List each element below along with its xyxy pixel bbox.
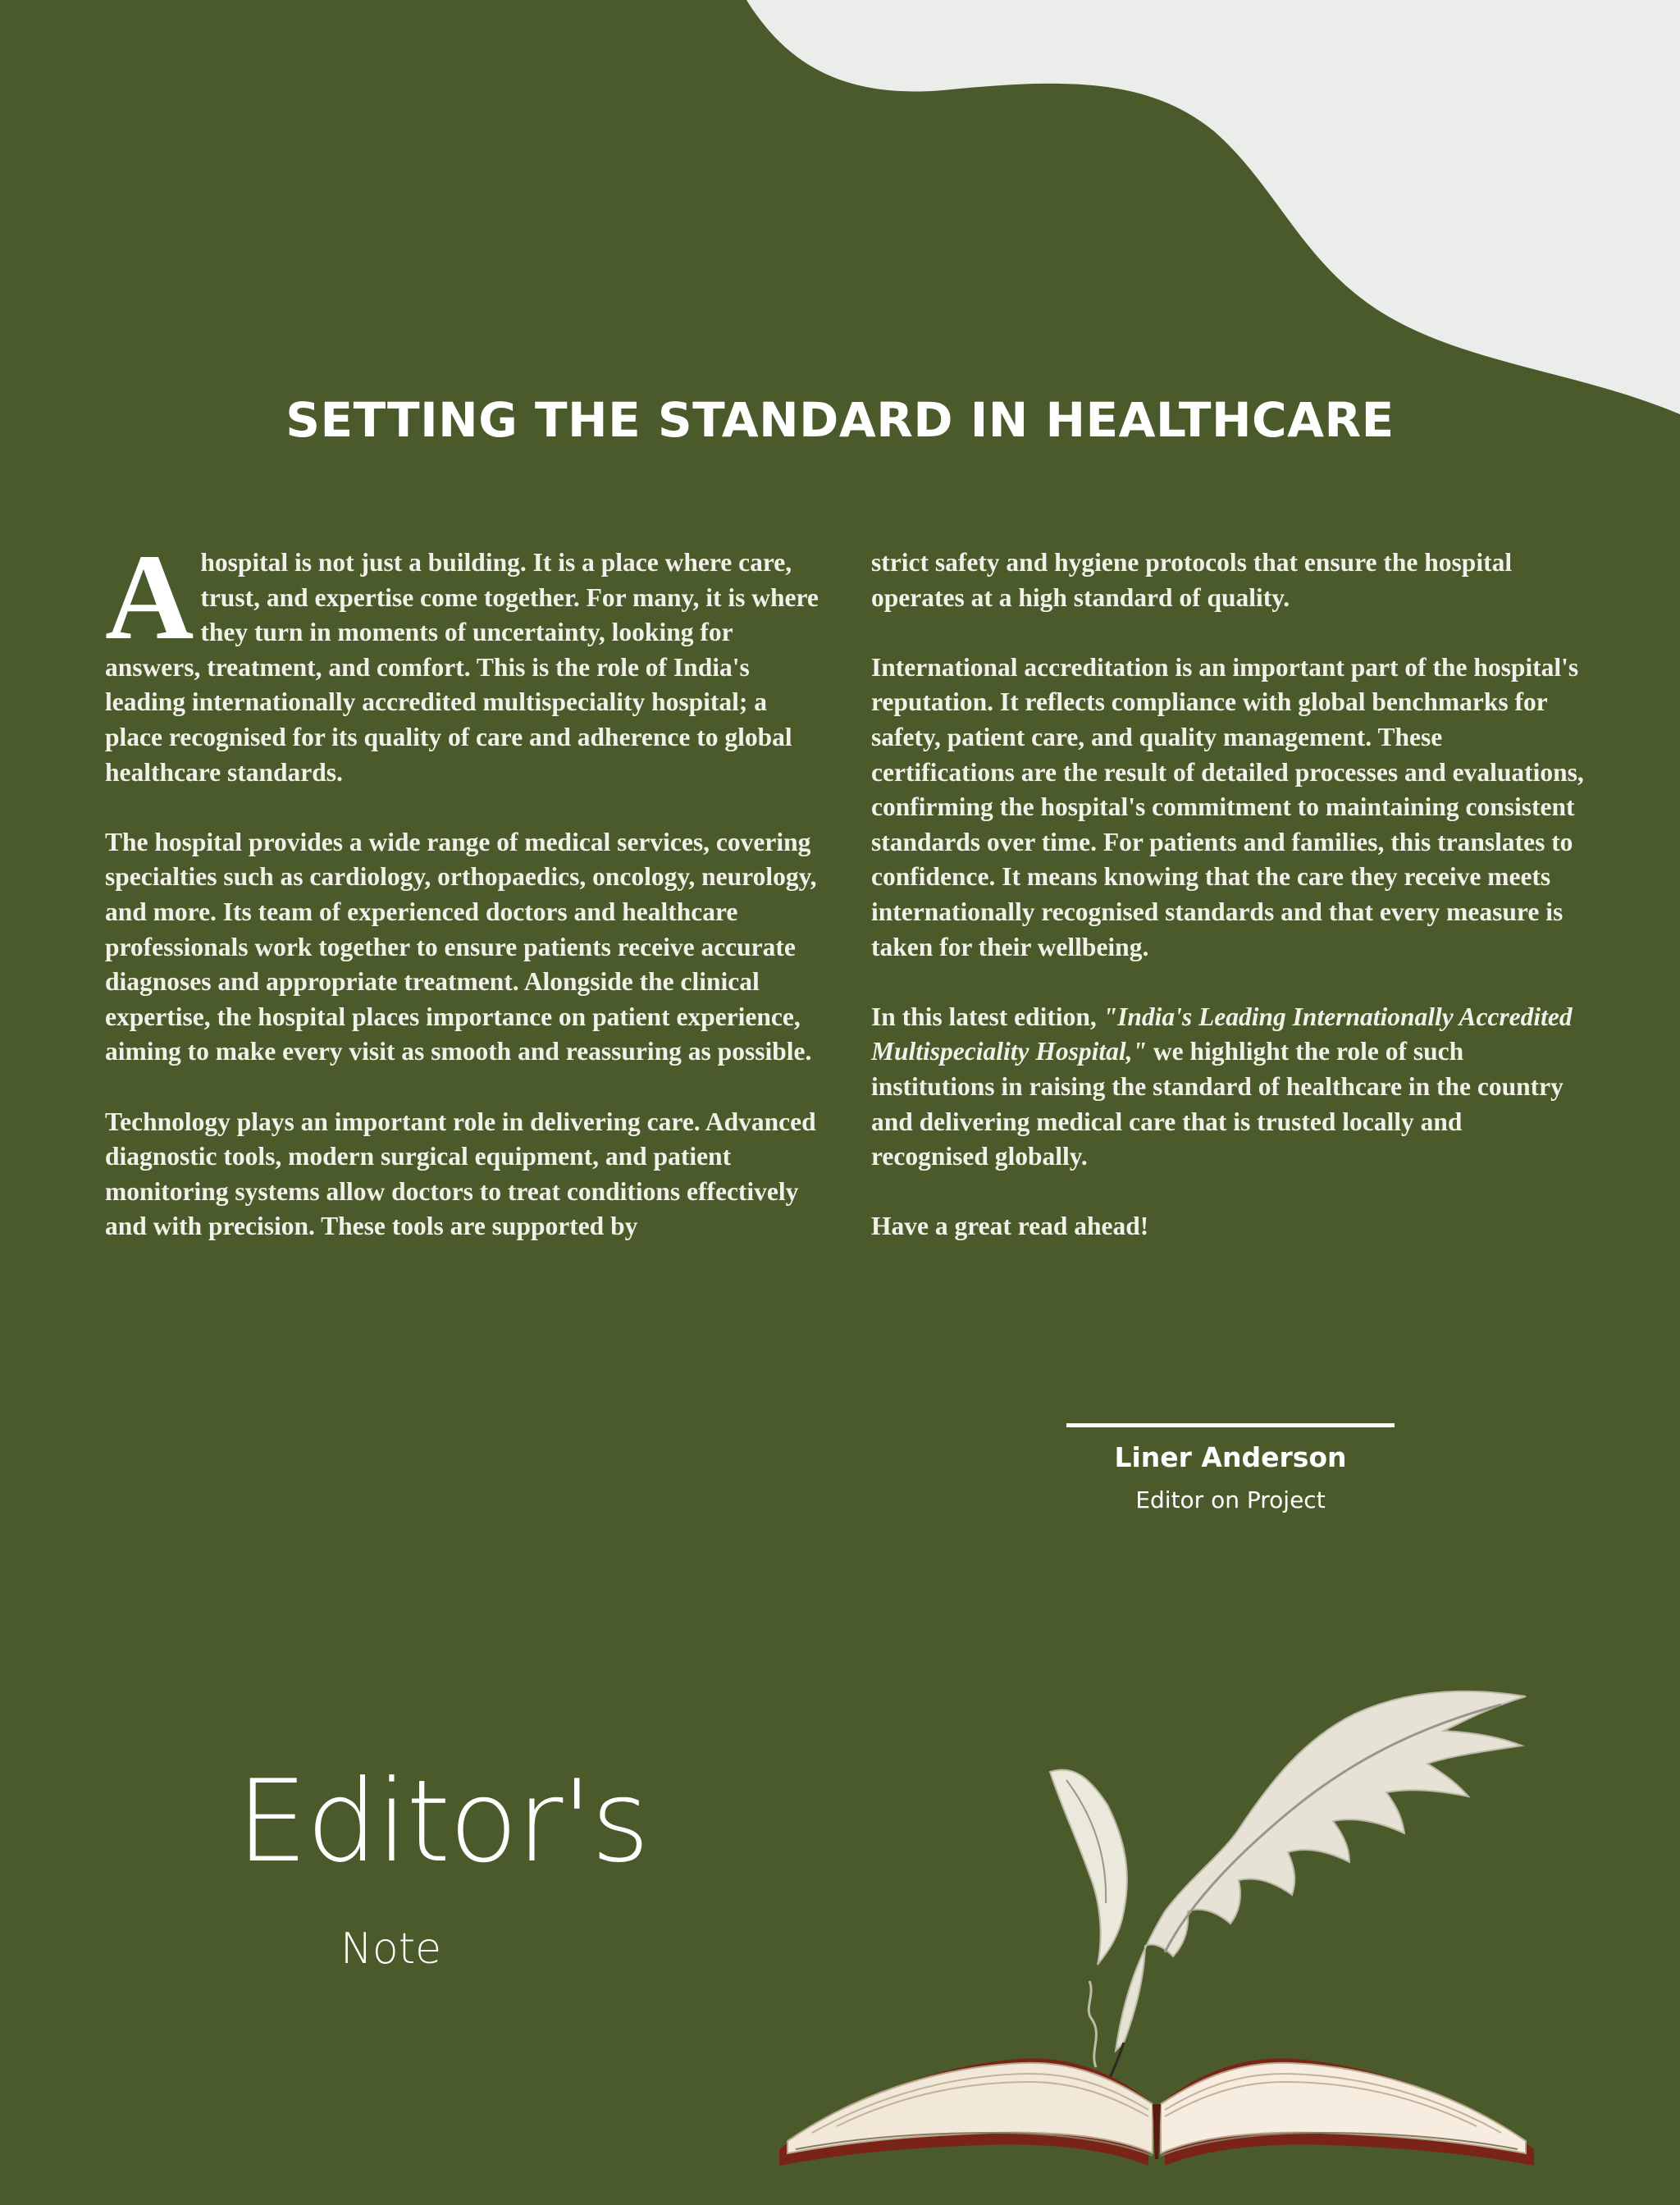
edition-tail-text: we highlight the role of such institutions in raising the standard of healthcare in the country and delivering medical care that is trusted locally and recognised globally.	[871, 1037, 1564, 1171]
article-paragraph	[871, 1000, 1585, 1175]
decorative-wave	[0, 0, 1680, 459]
article-paragraph: Technology plays an important role in delivering care. Advanced diagnostic tools, modern surgical equipment, and patient monitoring systems allow doctors to treat conditions effectively and with precision. These tools are supported by	[105, 1107, 816, 1241]
article-paragraph: International accreditation is an important part of the hospital's reputation. It reflects compliance with global benchmarks for safety, patient care, and quality management. These certifications are the result of detailed processes and evaluations, confirming the hospital's commitment to maintaining consistent standards over time. For patients and families, this translates to confidence. It means knowing that the care they receive meets internationally recognised standards and that every measure is taken for their wellbeing.	[871, 652, 1584, 961]
quill-feather-icon	[1050, 1691, 1526, 2104]
signature-name: Liner Anderson	[1114, 1441, 1347, 1473]
open-book-icon	[779, 2058, 1534, 2166]
article-paragraph: strict safety and hygiene protocols that ensure the hospital operates at a high standard of quality.	[871, 548, 1513, 612]
article-paragraph	[105, 529, 827, 790]
article-right-column	[871, 546, 1585, 1279]
closing-line: Have a great read ahead!	[871, 1212, 1149, 1241]
edition-title: "India's Leading Internationally Accredited Multispeciality Hospital,"	[871, 1002, 1573, 1066]
article-left-column	[105, 529, 827, 1279]
edition-lead-text: In this latest edition,	[871, 1002, 1103, 1031]
signature-divider	[1066, 1423, 1395, 1427]
section-label-sub: Note	[340, 1924, 442, 1974]
section-label-main: Editor's	[236, 1755, 649, 1888]
article-paragraph: The hospital provides a wide range of medical services, covering specialties such as cardiology, orthopaedics, oncology, neurology, and more. Its team of experienced doctors and healthcare professionals work together to ensure patients receive accurate diagnoses and appropriate treatment. Alongside the clinical expertise, the hospital places importance on patient experience, aiming to make every visit as smooth and reassuring as possible.	[105, 827, 817, 1066]
signature-role: Editor on Project	[1135, 1486, 1326, 1513]
book-and-quill-illustration	[779, 1641, 1534, 2166]
page-title: SETTING THE STANDARD IN HEALTHCARE	[285, 392, 1395, 448]
article-paragraph-text: hospital is not just a building. It is a place where care, trust, and expertise come together. For many, it is where they turn in moments of uncertainty, looking for answers, treatment, and comfort. This is the role of India's leading internationally accredited multispeciality hospital; a place recognised for its quality of care and adherence to global healthcare standards.	[105, 548, 819, 787]
drop-cap: A	[105, 529, 194, 665]
